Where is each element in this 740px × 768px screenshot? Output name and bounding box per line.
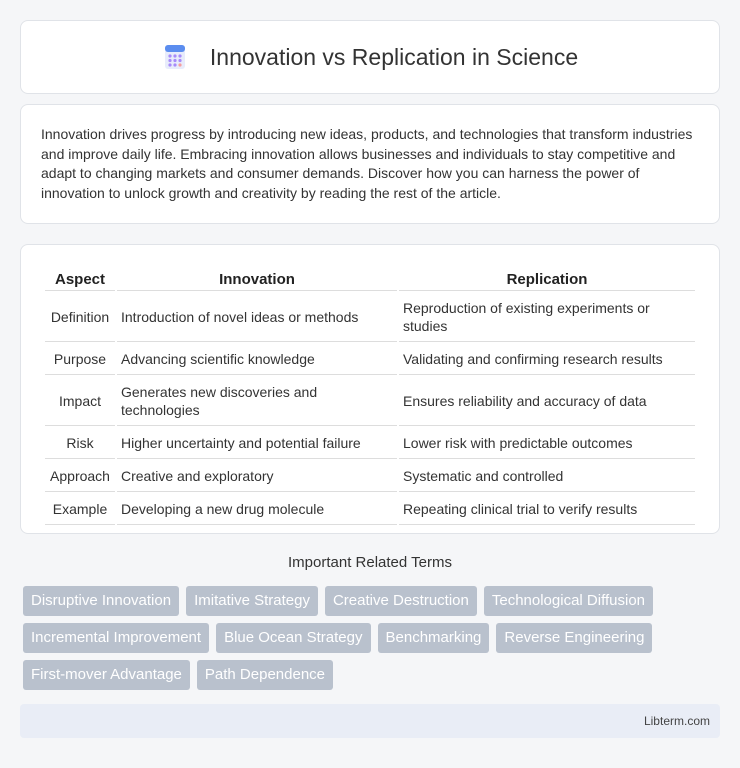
cell-replication: Ensures reliability and accuracy of data: [399, 377, 695, 426]
cell-replication: Reproduction of existing experiments or studies: [399, 293, 695, 342]
table-header-row: [45, 267, 695, 291]
tag-blue-ocean-strategy[interactable]: Blue Ocean Strategy: [216, 623, 370, 653]
tag-first-mover-advantage[interactable]: First-mover Advantage: [23, 660, 190, 690]
table-row: [45, 428, 695, 459]
table-row: [45, 293, 695, 342]
cell-innovation: Generates new discoveries and technologies: [117, 377, 397, 426]
tag-creative-destruction[interactable]: Creative Destruction: [325, 586, 477, 616]
cell-aspect: Definition: [45, 293, 115, 342]
cell-aspect: Risk: [45, 428, 115, 459]
title-card: [20, 20, 720, 94]
table-row: [45, 461, 695, 492]
related-terms-heading: Important Related Terms: [288, 554, 452, 571]
comparison-table: [43, 265, 697, 527]
header-replication: Replication: [399, 267, 695, 291]
intro-paragraph: Innovation drives progress by introducing new ideas, products, and technologies that transform industries and improve daily life. Embracing innovation allows businesses and individuals to stay competitive and adapt to changing markets and consumer demands. Discover how you can harness the power of innovation to unlock growth and creativity by reading the rest of the article.: [41, 126, 693, 201]
table-row: [45, 344, 695, 375]
tag-disruptive-innovation[interactable]: Disruptive Innovation: [23, 586, 179, 616]
cell-aspect: Impact: [45, 377, 115, 426]
table-row: [45, 377, 695, 426]
footer-brand-link[interactable]: Libterm.com: [643, 714, 710, 728]
cell-innovation: Developing a new drug molecule: [117, 494, 397, 525]
tag-benchmarking[interactable]: Benchmarking: [378, 623, 490, 653]
cell-aspect: Purpose: [45, 344, 115, 375]
tag-reverse-engineering[interactable]: Reverse Engineering: [496, 623, 652, 653]
page-title: Innovation vs Replication in Science: [209, 43, 579, 70]
cell-innovation: Introduction of novel ideas or methods: [117, 293, 397, 342]
tag-incremental-improvement[interactable]: Incremental Improvement: [23, 623, 209, 653]
intro-card: [20, 104, 720, 224]
header-aspect: Aspect: [45, 267, 115, 291]
tag-imitative-strategy[interactable]: Imitative Strategy: [186, 586, 318, 616]
comparison-table-card: [20, 244, 720, 534]
cell-innovation: Higher uncertainty and potential failure: [117, 428, 397, 459]
related-terms-list: [23, 586, 723, 690]
cell-replication: Validating and confirming research results: [399, 344, 695, 375]
cell-innovation: Creative and exploratory: [117, 461, 397, 492]
cell-aspect: Example: [45, 494, 115, 525]
table-row: [45, 494, 695, 525]
cell-replication: Systematic and controlled: [399, 461, 695, 492]
calculator-icon: [162, 44, 188, 70]
tag-path-dependence[interactable]: Path Dependence: [197, 660, 333, 690]
tag-technological-diffusion[interactable]: Technological Diffusion: [484, 586, 653, 616]
cell-replication: Repeating clinical trial to verify results: [399, 494, 695, 525]
cell-innovation: Advancing scientific knowledge: [117, 344, 397, 375]
header-innovation: Innovation: [117, 267, 397, 291]
footer: [20, 704, 720, 738]
cell-aspect: Approach: [45, 461, 115, 492]
cell-replication: Lower risk with predictable outcomes: [399, 428, 695, 459]
